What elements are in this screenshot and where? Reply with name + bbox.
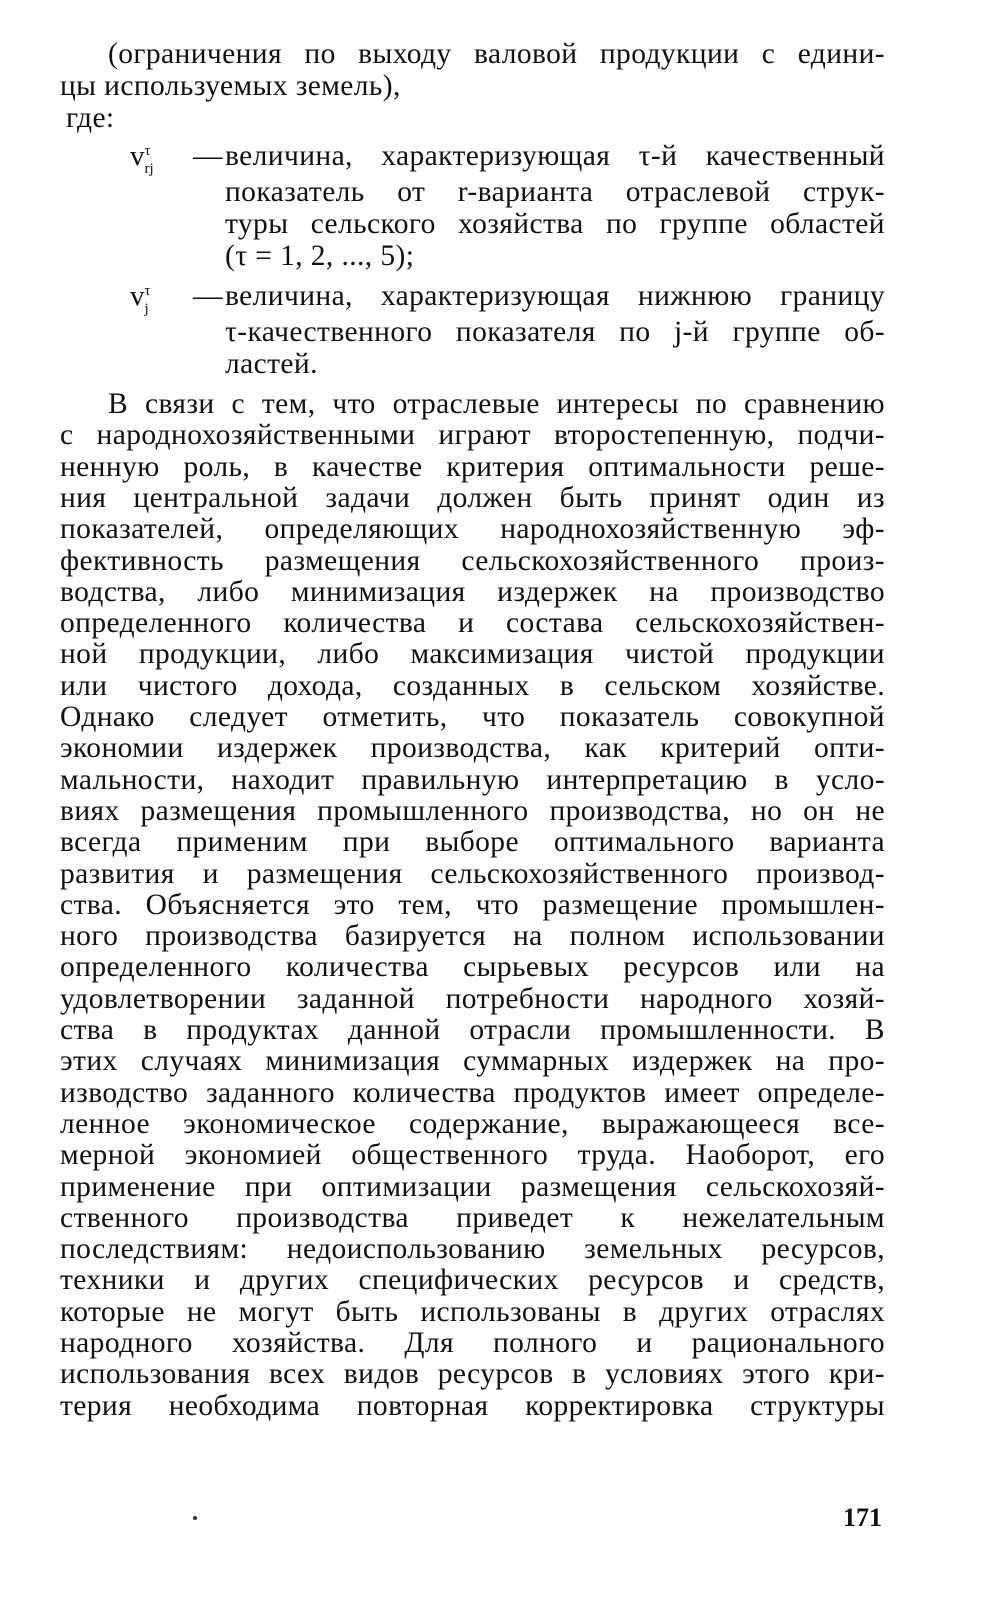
paragraph-line: изводство заданного количества продуктов имеет определе- xyxy=(60,1077,885,1109)
definition-1-symbol-sup: τ xyxy=(144,143,151,159)
paragraph-line: использования всех видов ресурсов в условиях этого кри- xyxy=(60,1358,885,1390)
paragraph-line: последствиям: недоиспользованию земельных ресурсов, xyxy=(60,1233,885,1265)
paragraph-line: ния центральной задачи должен быть принят один из xyxy=(60,482,885,514)
paragraph-line: ственного производства приведет к нежелательным xyxy=(60,1202,885,1234)
paragraph-line: ленное экономическое содержание, выражающееся все- xyxy=(60,1108,885,1140)
paragraph-line: определенного количества сырьевых ресурсов или на xyxy=(60,951,885,983)
paragraph-line: показателей, определяющих народнохозяйственную эф- xyxy=(60,513,885,545)
paragraph-line: терия необходима повторная корректировка структуры xyxy=(60,1390,885,1422)
definition-1-line-3: туры сельского хозяйства по группе областей xyxy=(225,208,885,240)
paragraph-line: мальности, находит правильную интерпретацию в усло- xyxy=(60,764,885,796)
paragraph-line: ной продукции, либо максимизация чистой продукции xyxy=(60,638,885,670)
definition-2-symbol-sup: τ xyxy=(144,283,151,299)
paragraph-line: экономии издержек производства, как критерий опти- xyxy=(60,732,885,764)
paragraph-line: всегда применим при выборе оптимального варианта xyxy=(60,826,885,858)
definition-1-line-1: величина, характеризующая τ-й качественный xyxy=(225,140,885,172)
intro-line-1: (ограничения по выходу валовой продукции с едини- xyxy=(108,38,885,70)
paragraph-line: мерной экономией общественного труда. Наоборот, его xyxy=(60,1139,885,1171)
definition-1-line-4: (τ = 1, 2, ..., 5); xyxy=(225,240,415,272)
paragraph-line: виях размещения промышленного производства, но он не xyxy=(60,795,885,827)
paragraph-line: определенного количества и состава сельскохозяйствен- xyxy=(60,607,885,639)
definition-2-line-1: величина, характеризующая нижнюю границу xyxy=(225,280,885,312)
paragraph-line: народного хозяйства. Для полного и рационального xyxy=(60,1327,885,1359)
paragraph-line: ненную роль, в качестве критерия оптимальности реше- xyxy=(60,451,885,483)
definition-1-symbol-sub: rj xyxy=(144,161,154,177)
paragraph-line: водства, либо минимизация издержек на производство xyxy=(60,576,885,608)
paragraph-line: ного производства базируется на полном использовании xyxy=(60,920,885,952)
paragraph-line: ства в продуктах данной отрасли промышленности. В xyxy=(60,1014,885,1046)
definition-2-dash: — xyxy=(193,280,223,312)
paragraph-line: Однако следует отметить, что показатель совокупной xyxy=(60,701,885,733)
definition-2-symbol-sub: j xyxy=(144,301,149,317)
paragraph-line: этих случаях минимизация суммарных издержек на про- xyxy=(60,1045,885,1077)
paragraph-line: фективность размещения сельскохозяйственного произ- xyxy=(60,545,885,577)
definition-1-symbol xyxy=(130,140,160,177)
paragraph-line: с народнохозяйственными играют второстепенную, подчи- xyxy=(60,419,885,451)
intro-line-2: цы используемых земель), xyxy=(60,70,401,102)
paragraph-line: применение при оптимизации размещения сельскохозяй- xyxy=(60,1171,885,1203)
definition-2-symbol xyxy=(130,280,155,317)
definition-2-line-3: ластей. xyxy=(225,348,318,380)
paragraph-line: В связи с тем, что отраслевые интересы по сравнению xyxy=(108,388,885,420)
page-number: 171 xyxy=(843,1503,882,1532)
where-label: где: xyxy=(66,102,115,134)
paragraph-line: техники и других специфических ресурсов и средств, xyxy=(60,1264,885,1296)
paragraph-line: ства. Объясняется это тем, что размещение промышлен- xyxy=(60,889,885,921)
definition-2-symbol-base: v xyxy=(130,280,145,312)
paragraph-line: удовлетворении заданной потребности народного хозяй- xyxy=(60,983,885,1015)
print-speck xyxy=(193,1516,197,1520)
definition-1-symbol-base: v xyxy=(130,140,145,172)
paragraph-line: или чистого дохода, созданных в сельском хозяйстве. xyxy=(60,670,885,702)
paragraph-line: развития и размещения сельскохозяйственного производ- xyxy=(60,858,885,890)
definition-1-dash: — xyxy=(193,140,223,172)
paragraph-line: которые не могут быть использованы в других отраслях xyxy=(60,1296,885,1328)
definition-2-line-2: τ-качественного показателя по j-й группе об- xyxy=(225,316,885,348)
definition-1-line-2: показатель от r-варианта отраслевой струк- xyxy=(225,176,885,208)
